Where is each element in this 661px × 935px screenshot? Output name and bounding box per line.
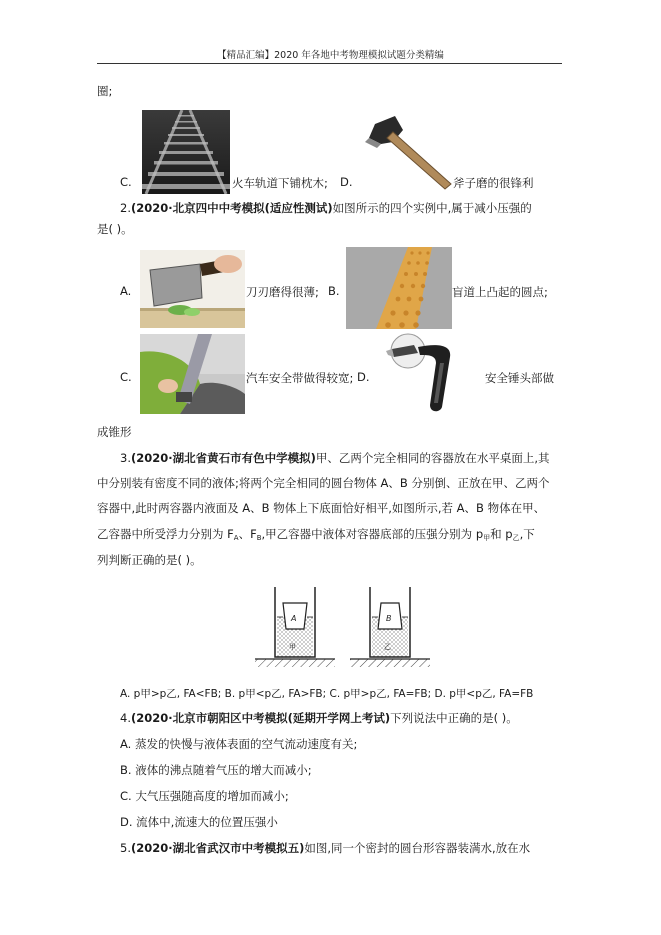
q3-line1: [120, 450, 550, 466]
q3-line4-part-d: 和 p: [490, 527, 513, 541]
q3-line1-rest: 甲、乙两个完全相同的容器放在水平桌面上,其: [315, 451, 550, 465]
axe-image: [355, 112, 455, 190]
prev-option-c-letter: C.: [120, 175, 132, 189]
q5-stem: [120, 840, 530, 856]
q3-figure-label-jia: 甲: [289, 643, 296, 651]
prev-option-c-text: 火车轨道下铺枕木;: [232, 176, 328, 190]
sub-yi: 乙: [512, 534, 520, 542]
q3-line4-part-c: ,甲乙容器中液体对容器底部的压强分别为 p: [261, 527, 484, 541]
q3-containers-figure: [255, 585, 430, 670]
seat-belt-image: [140, 334, 245, 414]
q2-stem-1: 如图所示的四个实例中,属于减小压强的: [332, 201, 532, 215]
q2-option-b-text: 盲道上凸起的圆点;: [452, 285, 548, 299]
sub-jia: 甲: [483, 534, 491, 542]
prev-option-d-text: 斧子磨的很锋利: [453, 176, 534, 190]
tactile-paving-image: [346, 247, 452, 329]
q3-answer-options: A. p甲>p乙, FA<FB; B. p甲<p乙, FA>FB; C. p甲>p乙, FA=FB; D. p甲<p乙, FA=FB: [120, 688, 534, 700]
q2-number: 2.: [120, 201, 131, 215]
q2-option-a-text: 刀刃磨得很薄;: [246, 285, 319, 299]
q5-number: 5.: [120, 841, 131, 855]
q2-option-c-letter: C.: [120, 370, 132, 384]
q3-line4-part-e: ,下: [519, 527, 535, 541]
q4-stem: [120, 710, 518, 726]
q3-number: 3.: [120, 451, 131, 465]
page-header-title: 【精品汇编】2020 年各地中考物理模拟试题分类精编: [217, 50, 444, 61]
q3-line3: 容器中,此时两容器内液面及 A、B 物体上下底面恰好相平,如图所示,若 A、B 物体在甲、: [97, 501, 546, 515]
prev-option-d-letter: D.: [340, 175, 353, 189]
safety-hammer-image: [378, 333, 468, 413]
q3-line4: [97, 526, 535, 546]
q2-option-b-letter: B.: [328, 284, 340, 298]
q4-option-c: C. 大气压强随高度的增加而减小;: [120, 789, 289, 803]
q2-option-a-letter: A.: [120, 284, 132, 298]
sub-a: A: [233, 534, 239, 542]
q4-stem-text: 下列说法中正确的是( )。: [390, 711, 518, 725]
q2-option-d-text: 安全锤头部做: [485, 371, 554, 385]
q2-option-c-text: 汽车安全带做得较宽;: [246, 371, 354, 385]
q2-stem-line1: [120, 200, 532, 216]
q3-line4-part-a: 乙容器中所受浮力分别为 F: [97, 527, 234, 541]
q3-figure-label-yi: 乙: [384, 643, 391, 651]
q3-line5: 列判断正确的是( )。: [97, 553, 202, 567]
q4-option-a: A. 蒸发的快慢与液体表面的空气流动速度有关;: [120, 737, 358, 751]
header-divider: [97, 63, 562, 64]
q3-line2: 中分别装有密度不同的液体;将两个完全相同的圆台物体 A、B 分别倒、正放在甲、乙两个: [97, 476, 550, 490]
q3-figure-label-a: A: [291, 614, 297, 623]
q3-source: (2020·湖北省黄石市有色中学模拟): [130, 451, 316, 465]
q2-stem-line2: 是( )。: [97, 222, 133, 236]
sub-b: B: [256, 534, 262, 542]
q2-source: (2020·北京四中中考模拟(适应性测试): [130, 201, 333, 215]
knife-image: [140, 250, 245, 328]
q4-option-b: B. 液体的沸点随着气压的增大而减小;: [120, 763, 312, 777]
q2-option-d-tail: 成锥形: [97, 425, 132, 439]
q5-source: (2020·湖北省武汉市中考模拟五): [130, 841, 305, 855]
q5-stem-text: 如图,同一个密封的圆台形容器装满水,放在水: [304, 841, 531, 855]
railway-sleepers-image: [142, 110, 230, 194]
q4-source: (2020·北京市朝阳区中考模拟(延期开学网上考试): [130, 711, 391, 725]
q4-option-d: D. 流体中,流速大的位置压强小: [120, 815, 278, 829]
q4-number: 4.: [120, 711, 131, 725]
q3-line4-part-b: 、F: [238, 527, 257, 541]
q2-option-d-letter: D.: [357, 370, 370, 384]
q3-figure-label-b: B: [386, 614, 392, 623]
prev-question-tail: 圈;: [97, 84, 113, 98]
